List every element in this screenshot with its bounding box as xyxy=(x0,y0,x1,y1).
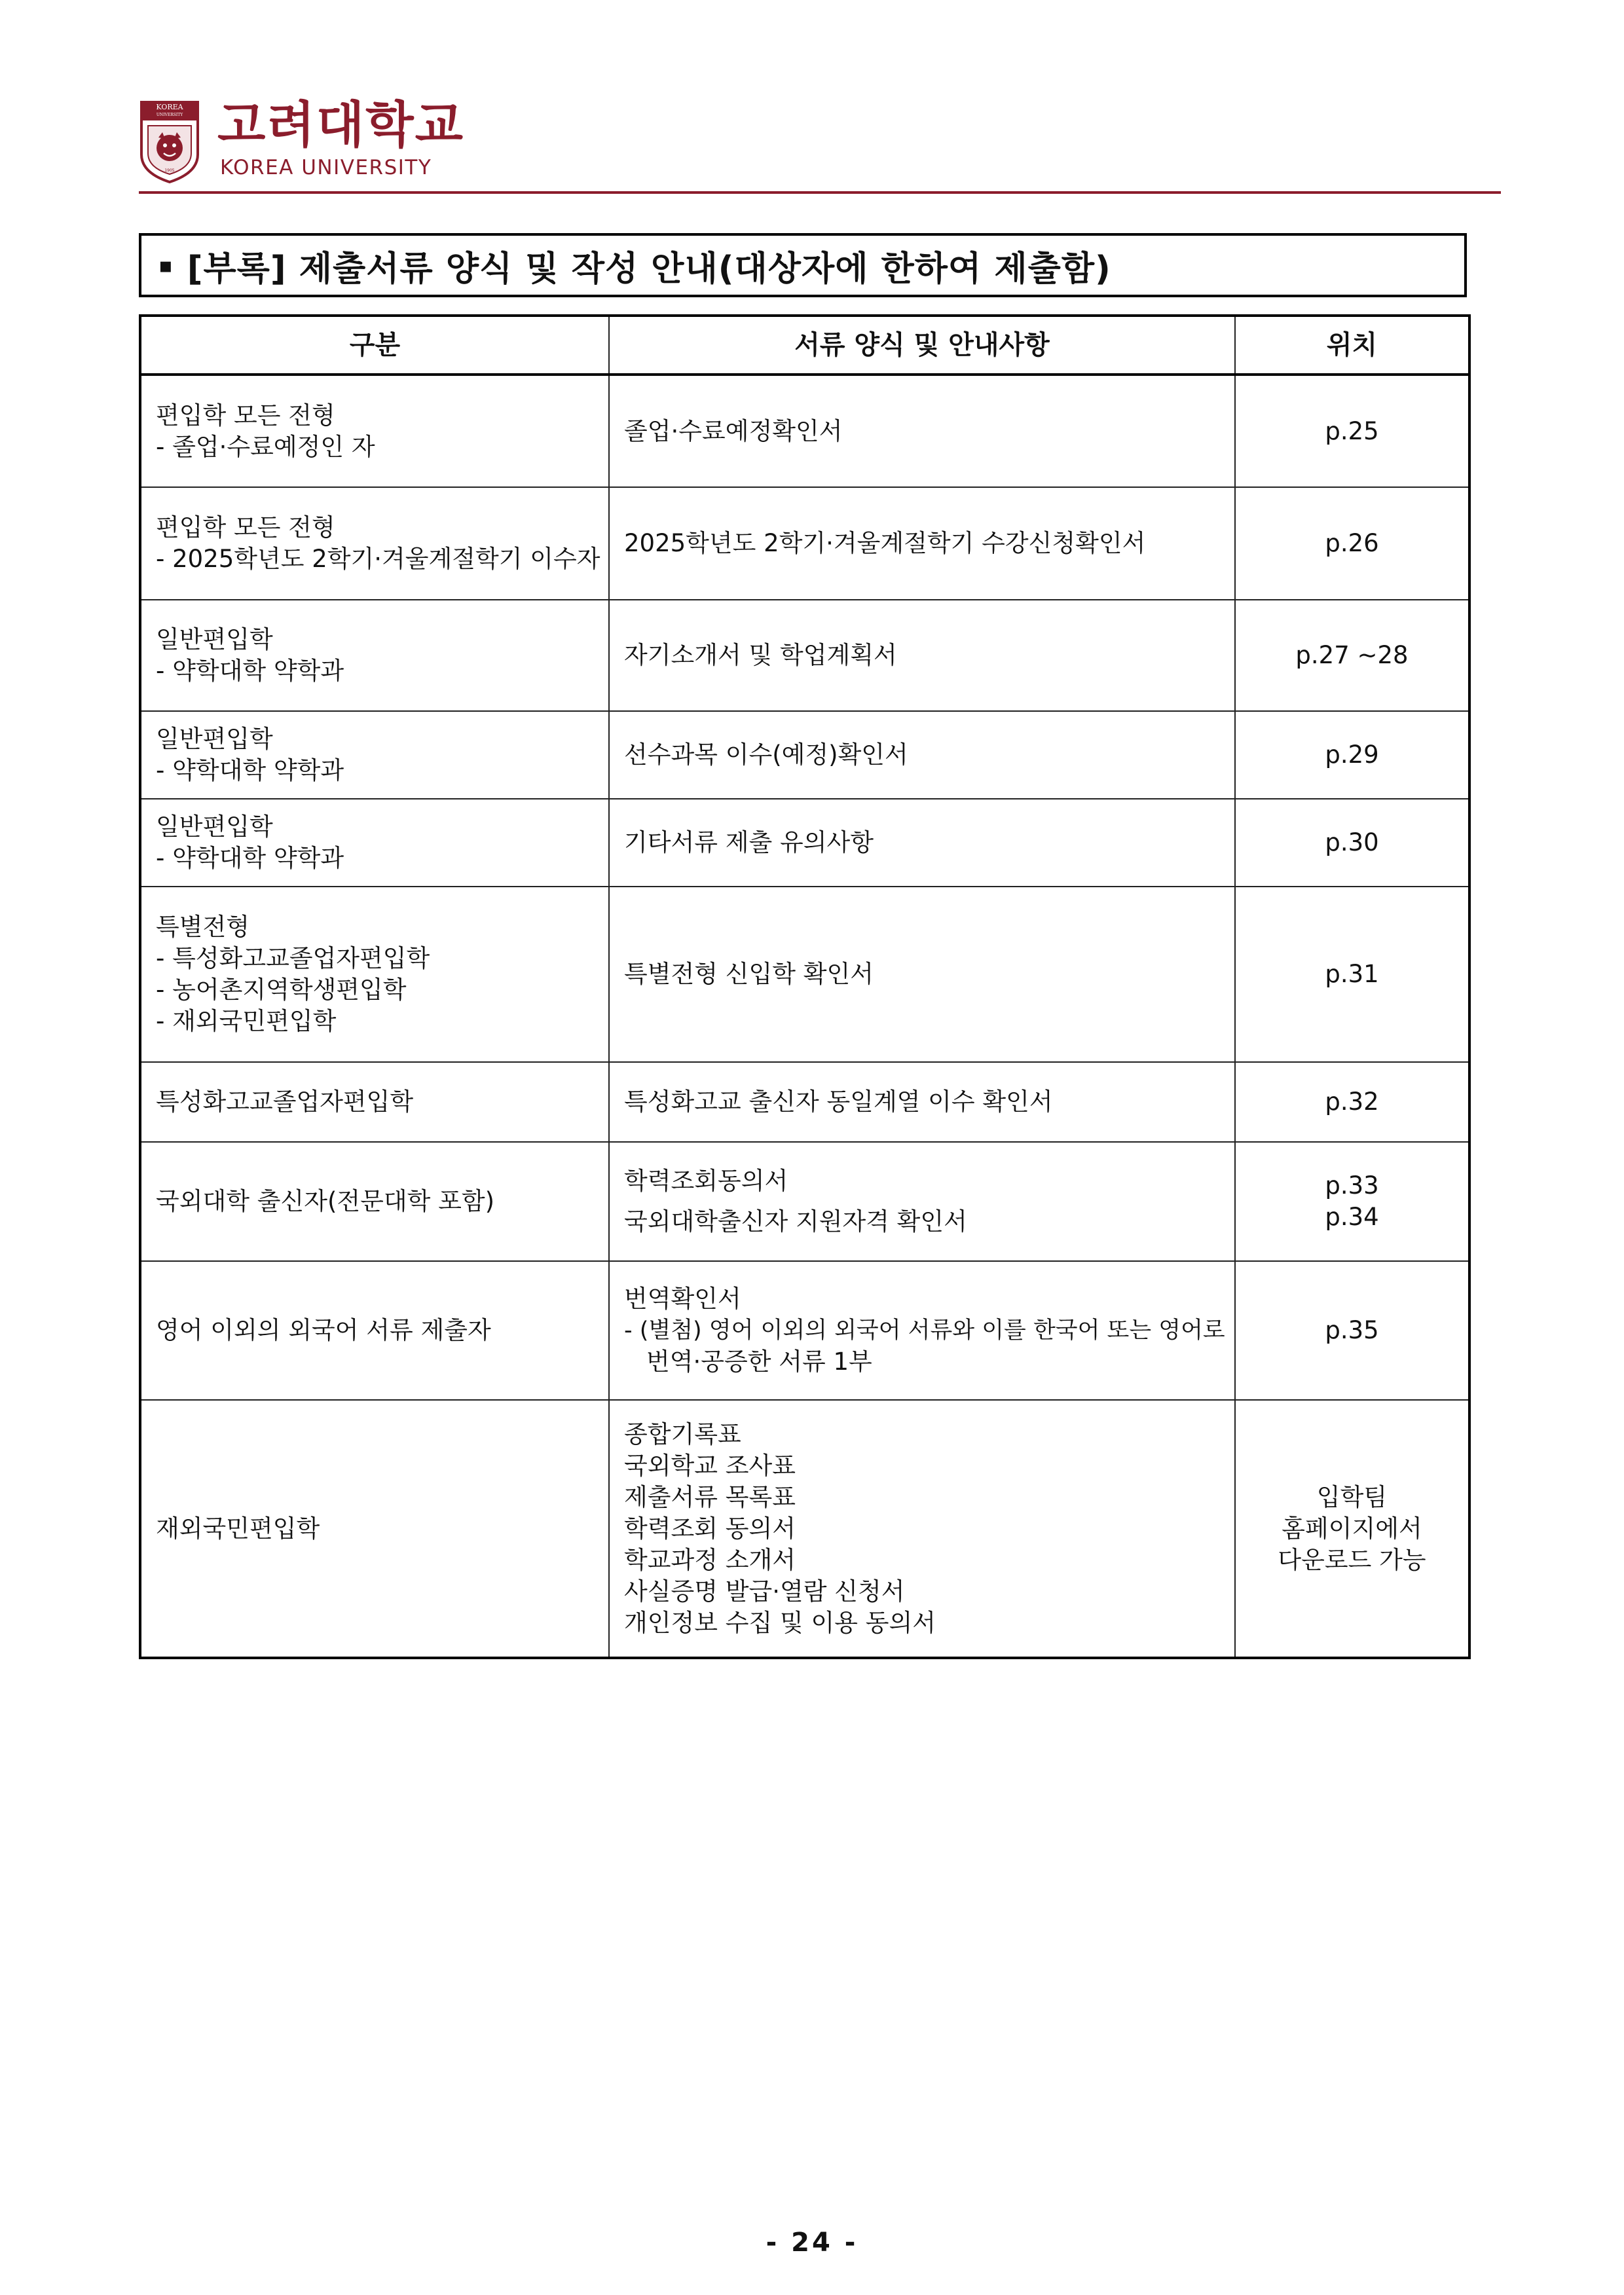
cell-category xyxy=(140,1400,609,1658)
cell-category xyxy=(140,375,609,487)
cell-documents xyxy=(609,375,1235,487)
section-title xyxy=(139,233,1467,297)
cell-line: 다운로드 가능 xyxy=(1278,1545,1426,1574)
cell-line: 학력조회동의서 xyxy=(624,1167,788,1195)
cell-line: p.30 xyxy=(1325,828,1379,856)
cell-documents xyxy=(609,600,1235,711)
cell-location xyxy=(1235,887,1469,1062)
page-header xyxy=(139,96,1501,194)
table-row xyxy=(140,711,1469,799)
cell-line: - 재외국민편입학 xyxy=(156,1007,337,1035)
cell-line: 일반편입학 xyxy=(156,725,273,753)
table-row xyxy=(140,1062,1469,1142)
cell-documents xyxy=(609,1062,1235,1142)
cell-documents xyxy=(609,1142,1235,1261)
cell-line: 편입학 모든 전형 xyxy=(156,513,335,542)
cell-line: 선수과목 이수(예정)확인서 xyxy=(624,741,908,769)
cell-line: 사실증명 발급·열람 신청서 xyxy=(624,1577,905,1606)
brand-name-english: KOREA UNIVERSITY xyxy=(220,156,432,179)
cell-line: - 농어촌지역학생편입학 xyxy=(156,976,407,1004)
cell-location xyxy=(1235,375,1469,487)
table-row xyxy=(140,1142,1469,1261)
cell-line: 일반편입학 xyxy=(156,813,273,841)
crest-year: 1905 xyxy=(164,168,175,173)
page-number: - 24 - xyxy=(766,2228,858,2258)
cell-line: 학력조회 동의서 xyxy=(624,1514,796,1543)
cell-line: 학교과정 소개서 xyxy=(624,1545,796,1574)
cell-category xyxy=(140,1142,609,1261)
cell-location xyxy=(1235,1062,1469,1142)
header-location: 위치 xyxy=(1235,316,1469,375)
header-divider xyxy=(139,191,1501,194)
cell-category xyxy=(140,799,609,887)
crest-text-top: KOREA xyxy=(156,103,183,111)
cell-category xyxy=(140,1062,609,1142)
cell-line: 종합기록표 xyxy=(624,1420,741,1448)
table-row xyxy=(140,887,1469,1062)
section-title-text: [부록] 제출서류 양식 및 작성 안내(대상자에 한하여 제출함) xyxy=(187,249,1111,289)
cell-line: 특성화고교 출신자 동일계열 이수 확인서 xyxy=(624,1088,1053,1116)
cell-location xyxy=(1235,600,1469,711)
cell-line: 기타서류 제출 유의사항 xyxy=(624,828,874,856)
header-documents: 서류 양식 및 안내사항 xyxy=(609,316,1235,375)
cell-documents xyxy=(609,799,1235,887)
cell-line: - 특성화고교졸업자편입학 xyxy=(156,944,430,972)
cell-line: 2025학년도 2학기·겨울계절학기 수강신청확인서 xyxy=(624,529,1146,557)
crest-text-sub: UNIVERSITY xyxy=(156,113,183,117)
cell-line: 제출서류 목록표 xyxy=(624,1482,796,1511)
cell-line: 재외국민편입학 xyxy=(156,1514,320,1543)
cell-category xyxy=(140,1261,609,1400)
cell-location xyxy=(1235,799,1469,887)
table-row xyxy=(140,375,1469,487)
cell-documents xyxy=(609,1400,1235,1658)
table-row xyxy=(140,1400,1469,1658)
cell-line: 일반편입학 xyxy=(156,625,273,653)
header-category: 구분 xyxy=(140,316,609,375)
cell-category xyxy=(140,487,609,600)
cell-category xyxy=(140,887,609,1062)
cell-line: p.32 xyxy=(1325,1088,1379,1116)
cell-line: p.33 xyxy=(1325,1171,1379,1200)
cell-line: p.34 xyxy=(1325,1203,1379,1231)
cell-line: p.26 xyxy=(1325,529,1379,557)
cell-line: p.27 ~28 xyxy=(1295,641,1409,669)
cell-line: p.29 xyxy=(1325,741,1379,769)
cell-documents xyxy=(609,711,1235,799)
cell-line: p.35 xyxy=(1325,1316,1379,1344)
cell-line: p.25 xyxy=(1325,416,1379,445)
cell-line: 편입학 모든 전형 xyxy=(156,401,335,430)
cell-line: 국외대학 출신자(전문대학 포함) xyxy=(156,1187,495,1215)
table-row xyxy=(140,1261,1469,1400)
cell-documents xyxy=(609,887,1235,1062)
cell-category xyxy=(140,600,609,711)
table-row xyxy=(140,487,1469,600)
cell-line: 특별전형 xyxy=(156,913,249,941)
cell-line: - 졸업·수료예정인 자 xyxy=(156,432,375,461)
cell-line: p.31 xyxy=(1325,960,1379,988)
cell-documents xyxy=(609,1261,1235,1400)
cell-line: 국외대학출신자 지원자격 확인서 xyxy=(624,1207,967,1236)
title-bullet-icon: ▪ xyxy=(158,253,173,278)
cell-line: - (별첨) 영어 이외의 외국어 서류와 이를 한국어 또는 영어로 xyxy=(624,1317,1225,1344)
table-row xyxy=(140,600,1469,711)
cell-line: - 약학대학 약학과 xyxy=(156,756,344,784)
cell-documents xyxy=(609,487,1235,600)
cell-line: - 약학대학 약학과 xyxy=(156,844,344,872)
cell-category xyxy=(140,711,609,799)
cell-line: 국외학교 조사표 xyxy=(624,1451,796,1480)
cell-line: 번역·공증한 서류 1부 xyxy=(646,1348,872,1376)
cell-location xyxy=(1235,1400,1469,1658)
brand-name-korean: 고려대학교 xyxy=(217,96,465,154)
table-row xyxy=(140,799,1469,887)
cell-location xyxy=(1235,487,1469,600)
document-table xyxy=(139,314,1471,1659)
cell-line: 개인정보 수집 및 이용 동의서 xyxy=(624,1608,936,1637)
cell-location xyxy=(1235,1261,1469,1400)
cell-line: 자기소개서 및 학업계획서 xyxy=(624,641,897,669)
cell-line: 특성화고교졸업자편입학 xyxy=(156,1088,414,1116)
university-crest-icon xyxy=(139,100,200,183)
cell-location xyxy=(1235,1142,1469,1261)
cell-line: - 2025학년도 2학기·겨울계절학기 이수자 xyxy=(156,545,600,573)
cell-line: 영어 이외의 외국어 서류 제출자 xyxy=(156,1316,491,1344)
cell-line: 졸업·수료예정확인서 xyxy=(624,416,843,445)
cell-location xyxy=(1235,711,1469,799)
cell-line: - 약학대학 약학과 xyxy=(156,657,344,685)
cell-line: 홈페이지에서 xyxy=(1282,1514,1422,1543)
cell-line: 특별전형 신입학 확인서 xyxy=(624,960,874,988)
cell-line: 입학팀 xyxy=(1316,1482,1388,1511)
cell-line: 번역확인서 xyxy=(624,1285,741,1313)
table-header-row xyxy=(140,316,1469,375)
